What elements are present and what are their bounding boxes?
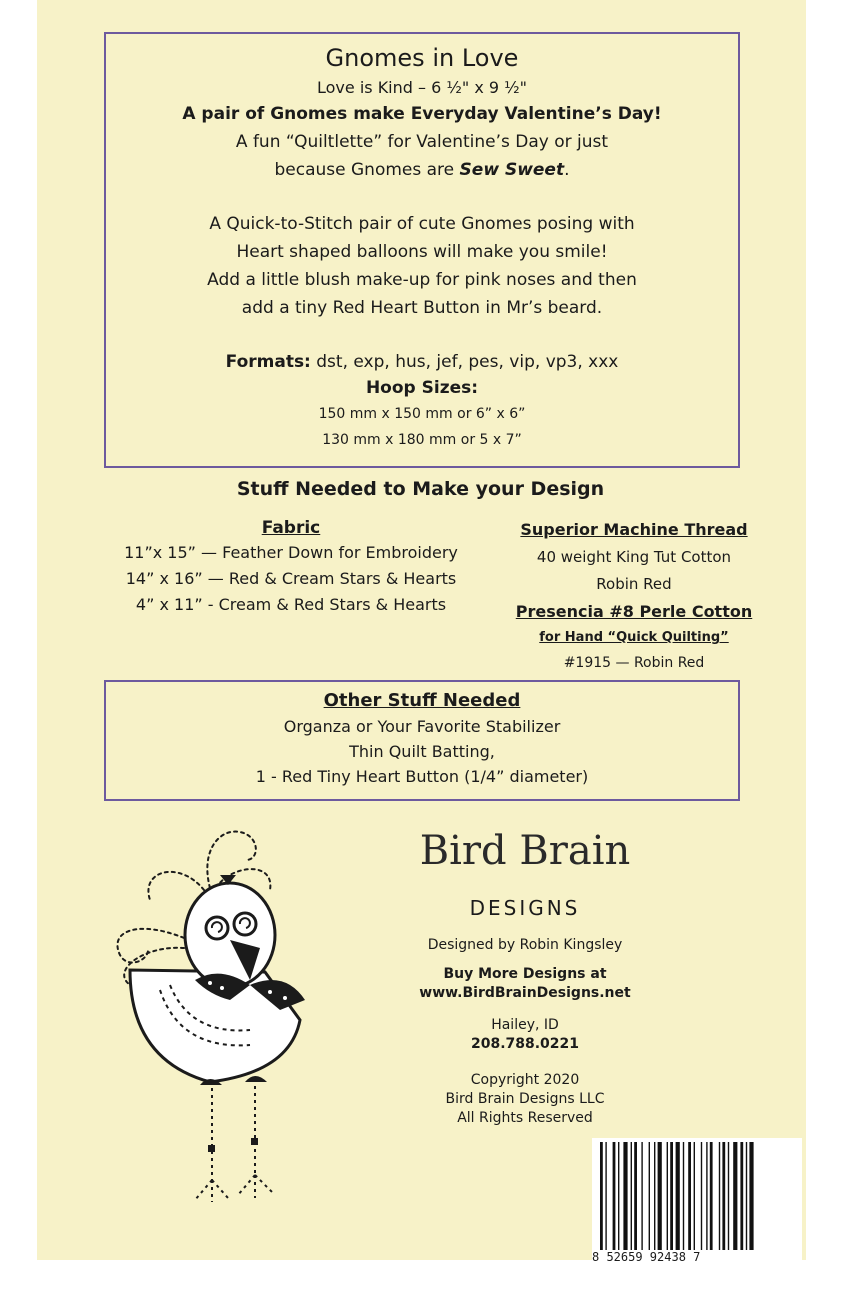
barcode-bar bbox=[613, 1142, 616, 1250]
perle-note: for Hand “Quick Quilting” bbox=[539, 630, 729, 645]
finished-size: Love is Kind – 6 ½" x 9 ½" bbox=[317, 78, 527, 97]
tagline: A pair of Gnomes make Everyday Valentine’s Day! bbox=[182, 104, 662, 124]
designer-credit: Designed by Robin Kingsley bbox=[427, 937, 623, 953]
phone-number: 208.788.0221 bbox=[470, 1036, 580, 1052]
barcode-bar bbox=[719, 1142, 720, 1250]
barcode-bar bbox=[694, 1142, 695, 1250]
description-line-1: A fun “Quiltlette” for Valentine’s Day or just bbox=[235, 132, 609, 152]
other-item-3: 1 - Red Tiny Heart Button (1/4” diameter) bbox=[255, 767, 589, 786]
brand-logo-name: Bird Brain bbox=[419, 828, 631, 874]
hoop-size-2: 130 mm x 180 mm or 5 x 7” bbox=[322, 432, 522, 448]
perle-heading: Presencia #8 Perle Cotton bbox=[515, 602, 753, 621]
copyright-line-3: All Rights Reserved bbox=[457, 1110, 593, 1126]
barcode-bar bbox=[728, 1142, 729, 1250]
barcode-bar bbox=[676, 1142, 680, 1250]
pattern-title: Gnomes in Love bbox=[325, 44, 519, 72]
barcode-bar bbox=[722, 1142, 725, 1250]
barcode-bar bbox=[654, 1142, 655, 1250]
barcode-bar bbox=[649, 1142, 650, 1250]
barcode-bar bbox=[618, 1142, 619, 1250]
thread-item-1: 40 weight King Tut Cotton bbox=[536, 548, 732, 566]
other-item-2: Thin Quilt Batting, bbox=[349, 742, 495, 761]
barcode-bar bbox=[746, 1142, 747, 1250]
barcode-bar bbox=[641, 1142, 642, 1250]
barcode-bar bbox=[683, 1142, 684, 1250]
barcode-bar bbox=[710, 1142, 713, 1250]
barcode-bar bbox=[631, 1142, 632, 1250]
upc-barcode bbox=[592, 1138, 802, 1278]
perle-item: #1915 — Robin Red bbox=[563, 655, 705, 671]
description-line-2: because Gnomes are Sew Sweet. bbox=[274, 160, 570, 180]
barcode-bar bbox=[688, 1142, 691, 1250]
barcode-bar bbox=[600, 1142, 603, 1250]
website-link[interactable]: www.BirdBrainDesigns.net bbox=[419, 985, 631, 1001]
fabric-item-2: 14” x 16” — Red & Cream Stars & Hearts bbox=[125, 569, 457, 588]
description-box bbox=[104, 32, 740, 468]
barcode-bar bbox=[749, 1142, 753, 1250]
fabric-item-3: 4” x 11” - Cream & Red Stars & Hearts bbox=[135, 595, 447, 614]
hoop-size-1: 150 mm x 150 mm or 6” x 6” bbox=[318, 406, 526, 422]
bird-illustration bbox=[100, 820, 360, 1215]
barcode-bar bbox=[605, 1142, 606, 1250]
barcode-bar bbox=[667, 1142, 668, 1250]
hoop-sizes-label: Hoop Sizes: bbox=[365, 378, 479, 398]
barcode-bar bbox=[670, 1142, 673, 1250]
buy-more-label: Buy More Designs at bbox=[443, 966, 607, 982]
formats-line: Formats: dst, exp, hus, jef, pes, vip, vp3, xxx bbox=[225, 352, 619, 372]
other-stuff-heading: Other Stuff Needed bbox=[323, 690, 521, 711]
copyright-line-2: Bird Brain Designs LLC bbox=[445, 1091, 605, 1107]
thread-heading: Superior Machine Thread bbox=[520, 520, 748, 539]
copyright-line-1: Copyright 2020 bbox=[470, 1072, 580, 1088]
barcode-bar bbox=[701, 1142, 702, 1250]
paragraph-line-3: Add a little blush make-up for pink noses and then bbox=[207, 270, 637, 290]
barcode-bar bbox=[733, 1142, 737, 1250]
barcode-bars bbox=[600, 1142, 794, 1250]
other-stuff-box bbox=[104, 680, 740, 801]
paragraph-line-1: A Quick-to-Stitch pair of cute Gnomes posing with bbox=[209, 214, 635, 234]
fabric-heading: Fabric bbox=[261, 518, 321, 538]
paragraph-line-4: add a tiny Red Heart Button in Mr’s beard. bbox=[241, 298, 603, 318]
location: Hailey, ID bbox=[491, 1017, 559, 1033]
fabric-item-1: 11”x 15” — Feather Down for Embroidery bbox=[124, 543, 458, 562]
thread-item-2: Robin Red bbox=[596, 575, 672, 593]
barcode-bar bbox=[706, 1142, 707, 1250]
barcode-bar bbox=[623, 1142, 627, 1250]
barcode-bar bbox=[634, 1142, 637, 1250]
stuff-needed-heading: Stuff Needed to Make your Design bbox=[236, 478, 605, 500]
sew-sweet-emphasis: Sew Sweet bbox=[459, 160, 565, 180]
paragraph-line-2: Heart shaped balloons will make you smile! bbox=[236, 242, 608, 262]
other-item-1: Organza or Your Favorite Stabilizer bbox=[283, 717, 561, 736]
barcode-bar bbox=[740, 1142, 743, 1250]
barcode-number: 8 52659 92438 7 bbox=[592, 1250, 701, 1264]
brand-logo-sub: DESIGNS bbox=[469, 896, 581, 920]
barcode-bar bbox=[658, 1142, 662, 1250]
